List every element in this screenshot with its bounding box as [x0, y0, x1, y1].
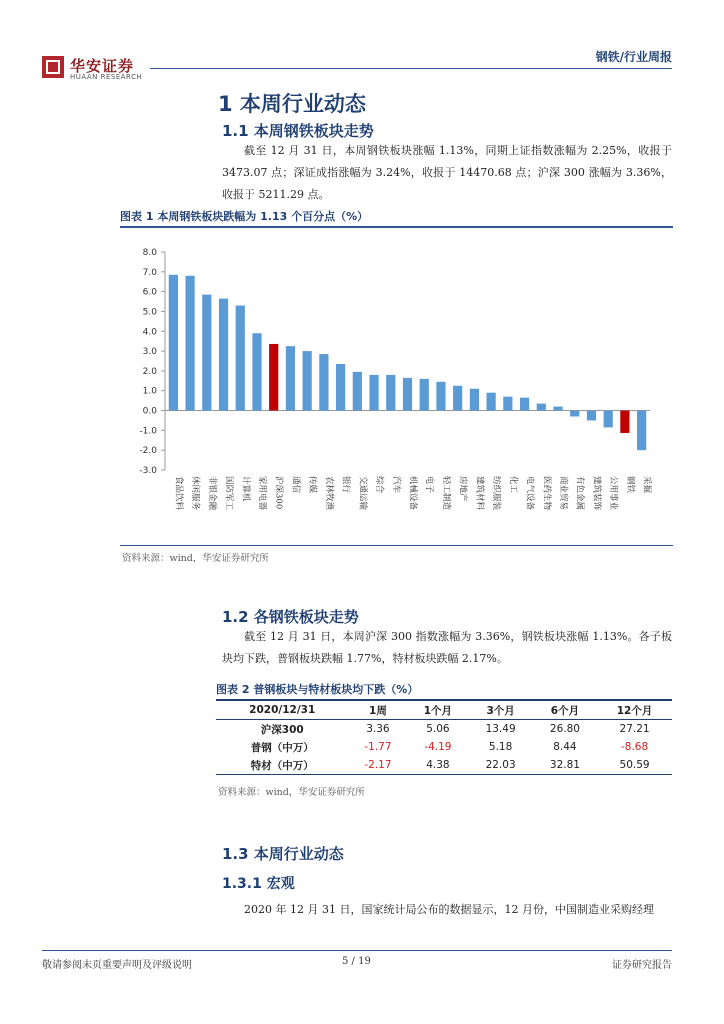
x-tick-label: 公用事业 — [608, 476, 619, 511]
bar — [453, 386, 462, 411]
bar — [252, 333, 261, 410]
x-tick-label: 采掘 — [641, 476, 652, 494]
bar — [487, 393, 496, 411]
y-tick-label: 5.0 — [142, 307, 157, 318]
bar — [386, 375, 395, 411]
doc-type-label: 钢铁/行业周报 — [595, 50, 672, 64]
bar — [336, 364, 345, 411]
table-cell: 3.36 — [366, 723, 390, 735]
y-tick-label: -2.0 — [139, 446, 157, 457]
x-tick-label: 医药生物 — [541, 476, 552, 511]
bar — [520, 398, 529, 411]
y-tick-label: 0.0 — [142, 406, 157, 417]
logo-icon — [42, 56, 64, 78]
bar — [503, 397, 512, 411]
table-2-title: 图表 2 普钢板块与特材板块均下跌（%） — [216, 683, 419, 696]
column-header: 2020/12/31 — [216, 700, 348, 720]
table-cell: 32.81 — [533, 756, 597, 775]
column-header: 3个月 — [468, 700, 532, 720]
section-title: 1 本周行业动态 — [218, 92, 366, 116]
bar — [269, 344, 278, 411]
bar — [553, 407, 562, 411]
table-row — [216, 738, 672, 756]
x-tick-label: 国防军工 — [223, 476, 234, 511]
subsection-title-1-3: 1.3 本周行业动态 — [222, 845, 344, 863]
bar — [185, 276, 194, 411]
x-tick-label: 休闲服务 — [190, 476, 201, 511]
x-tick-label: 银行 — [340, 476, 351, 494]
table-cell: -8.68 — [620, 741, 649, 753]
table-cell: 27.21 — [619, 723, 650, 735]
row-label: 特材（中万） — [216, 756, 348, 775]
x-tick-label: 传媒 — [307, 476, 318, 494]
table-2-source: 资料来源：wind，华安证券研究所 — [218, 787, 365, 798]
column-header: 1个月 — [407, 700, 468, 720]
table-cell: 4.38 — [407, 756, 468, 775]
bar — [537, 404, 546, 411]
bar — [570, 411, 579, 417]
y-tick-label: 4.0 — [142, 327, 157, 338]
table-cell: 5.06 — [426, 723, 450, 735]
header-divider — [150, 68, 672, 69]
logo-name: 华安证券 — [70, 57, 135, 75]
table-row — [216, 756, 672, 775]
bar — [169, 275, 178, 411]
table-cell: -4.19 — [424, 741, 452, 753]
footer-report-type: 证券研究报告 — [612, 960, 672, 971]
table-header-row — [216, 700, 672, 720]
y-tick-label: -1.0 — [139, 426, 157, 437]
subsection-title-1-3-1: 1.3.1 宏观 — [222, 876, 295, 892]
table-cell: 13.49 — [485, 723, 516, 735]
bar — [470, 389, 479, 411]
x-tick-label: 汽车 — [390, 476, 401, 494]
x-tick-label: 沪深300 — [273, 476, 284, 510]
paragraph-1-2 — [222, 626, 672, 670]
x-tick-label: 建筑装饰 — [591, 476, 602, 511]
bar — [219, 299, 228, 411]
bar — [637, 411, 646, 451]
figure-top-rule — [120, 226, 673, 228]
table-cell: -1.77 — [364, 741, 392, 753]
bar — [436, 382, 445, 411]
table-cell: 5.18 — [488, 741, 513, 753]
footer-disclaimer: 敬请参阅末页重要声明及评级说明 — [42, 960, 192, 971]
x-tick-label: 综合 — [374, 476, 385, 494]
bar — [369, 375, 378, 411]
x-tick-label: 计算机 — [240, 476, 251, 502]
y-tick-label: 2.0 — [142, 366, 157, 377]
column-header: 12个月 — [597, 700, 672, 720]
x-tick-label: 商业贸易 — [558, 476, 569, 511]
row-label: 普钢（中万） — [250, 741, 314, 754]
y-tick-label: 6.0 — [142, 287, 157, 298]
y-tick-label: 3.0 — [142, 347, 157, 358]
x-tick-label: 建筑材料 — [474, 476, 485, 511]
x-tick-label: 交通运输 — [357, 476, 368, 511]
bar — [319, 354, 328, 410]
bar — [303, 351, 312, 410]
paragraph-text: 2020 年 12 月 31 日，国家统计局公布的数据显示，12 月份，中国制造业采购经理 — [244, 903, 654, 916]
bar — [403, 378, 412, 411]
x-tick-label: 钢铁 — [624, 476, 635, 494]
x-tick-label: 家用电器 — [256, 476, 267, 511]
x-tick-label: 电气设备 — [524, 476, 535, 511]
x-tick-label: 有色金属 — [574, 476, 585, 511]
figure-1-title: 图表 1 本周钢铁板块跌幅为 1.13 个百分点（%） — [120, 210, 369, 223]
bar-chart — [120, 232, 673, 542]
x-tick-label: 农林牧渔 — [323, 476, 334, 511]
bar — [236, 306, 245, 411]
y-tick-label: 1.0 — [142, 386, 157, 397]
row-label: 沪深300 — [260, 723, 304, 736]
column-header: 6个月 — [533, 700, 597, 720]
paragraph-text: 截至 12 月 31 日，本周钢铁板块涨幅 1.13%，同期上证指数涨幅为 2.25%，收报于 3473.07 点；深证成指涨幅为 3.24%，收报于 14470.68 点；沪深 300 涨幅为 3.36%，收报于 5211.29 点。 — [222, 144, 672, 201]
x-tick-label: 机械设备 — [407, 476, 418, 511]
bar — [620, 411, 629, 433]
x-tick-label: 通信 — [290, 476, 301, 494]
paragraph-text: 截至 12 月 31 日，本周沪深 300 指数涨幅为 3.36%，钢铁板块涨幅 1.13%。各子板块均下跌，普钢板块跌幅 1.77%，特材板块跌幅 2.17%。 — [222, 630, 672, 665]
column-header: 1周 — [348, 700, 407, 720]
y-tick-label: -3.0 — [139, 466, 157, 476]
bar — [286, 346, 295, 410]
bar — [587, 411, 596, 421]
x-tick-label: 非银金融 — [206, 476, 217, 511]
bar — [202, 295, 211, 411]
bar — [353, 372, 362, 411]
table-cell: 8.44 — [553, 741, 577, 753]
x-tick-label: 房地产 — [457, 476, 468, 502]
x-tick-label: 轻工制造 — [440, 476, 451, 511]
x-tick-label: 食品饮料 — [173, 476, 184, 511]
table-cell: 22.03 — [468, 756, 532, 775]
x-tick-label: 化工 — [507, 476, 518, 494]
y-tick-label: 8.0 — [142, 248, 157, 258]
table-cell: 26.80 — [549, 723, 580, 735]
footer-divider — [42, 950, 672, 951]
table-row — [216, 720, 672, 739]
paragraph-1-1 — [222, 140, 672, 206]
page-number: 5 / 19 — [342, 956, 371, 967]
table-cell: -2.17 — [348, 756, 407, 775]
bar — [604, 411, 613, 428]
bar — [420, 379, 429, 411]
figure-1-source: 资料来源：wind，华安证券研究所 — [122, 553, 269, 564]
subsection-title-1-1: 1.1 本周钢铁板块走势 — [222, 122, 374, 140]
x-tick-label: 电子 — [424, 476, 435, 494]
x-tick-label: 纺织服装 — [491, 476, 502, 511]
y-tick-label: 7.0 — [142, 267, 157, 278]
return-table — [216, 699, 672, 775]
figure-bottom-rule — [120, 545, 673, 546]
paragraph-1-3-1 — [222, 899, 672, 921]
subsection-title-1-2: 1.2 各钢铁板块走势 — [222, 608, 359, 626]
table-cell: 50.59 — [597, 756, 672, 775]
logo-english: HUAAN RESEARCH — [70, 73, 143, 81]
